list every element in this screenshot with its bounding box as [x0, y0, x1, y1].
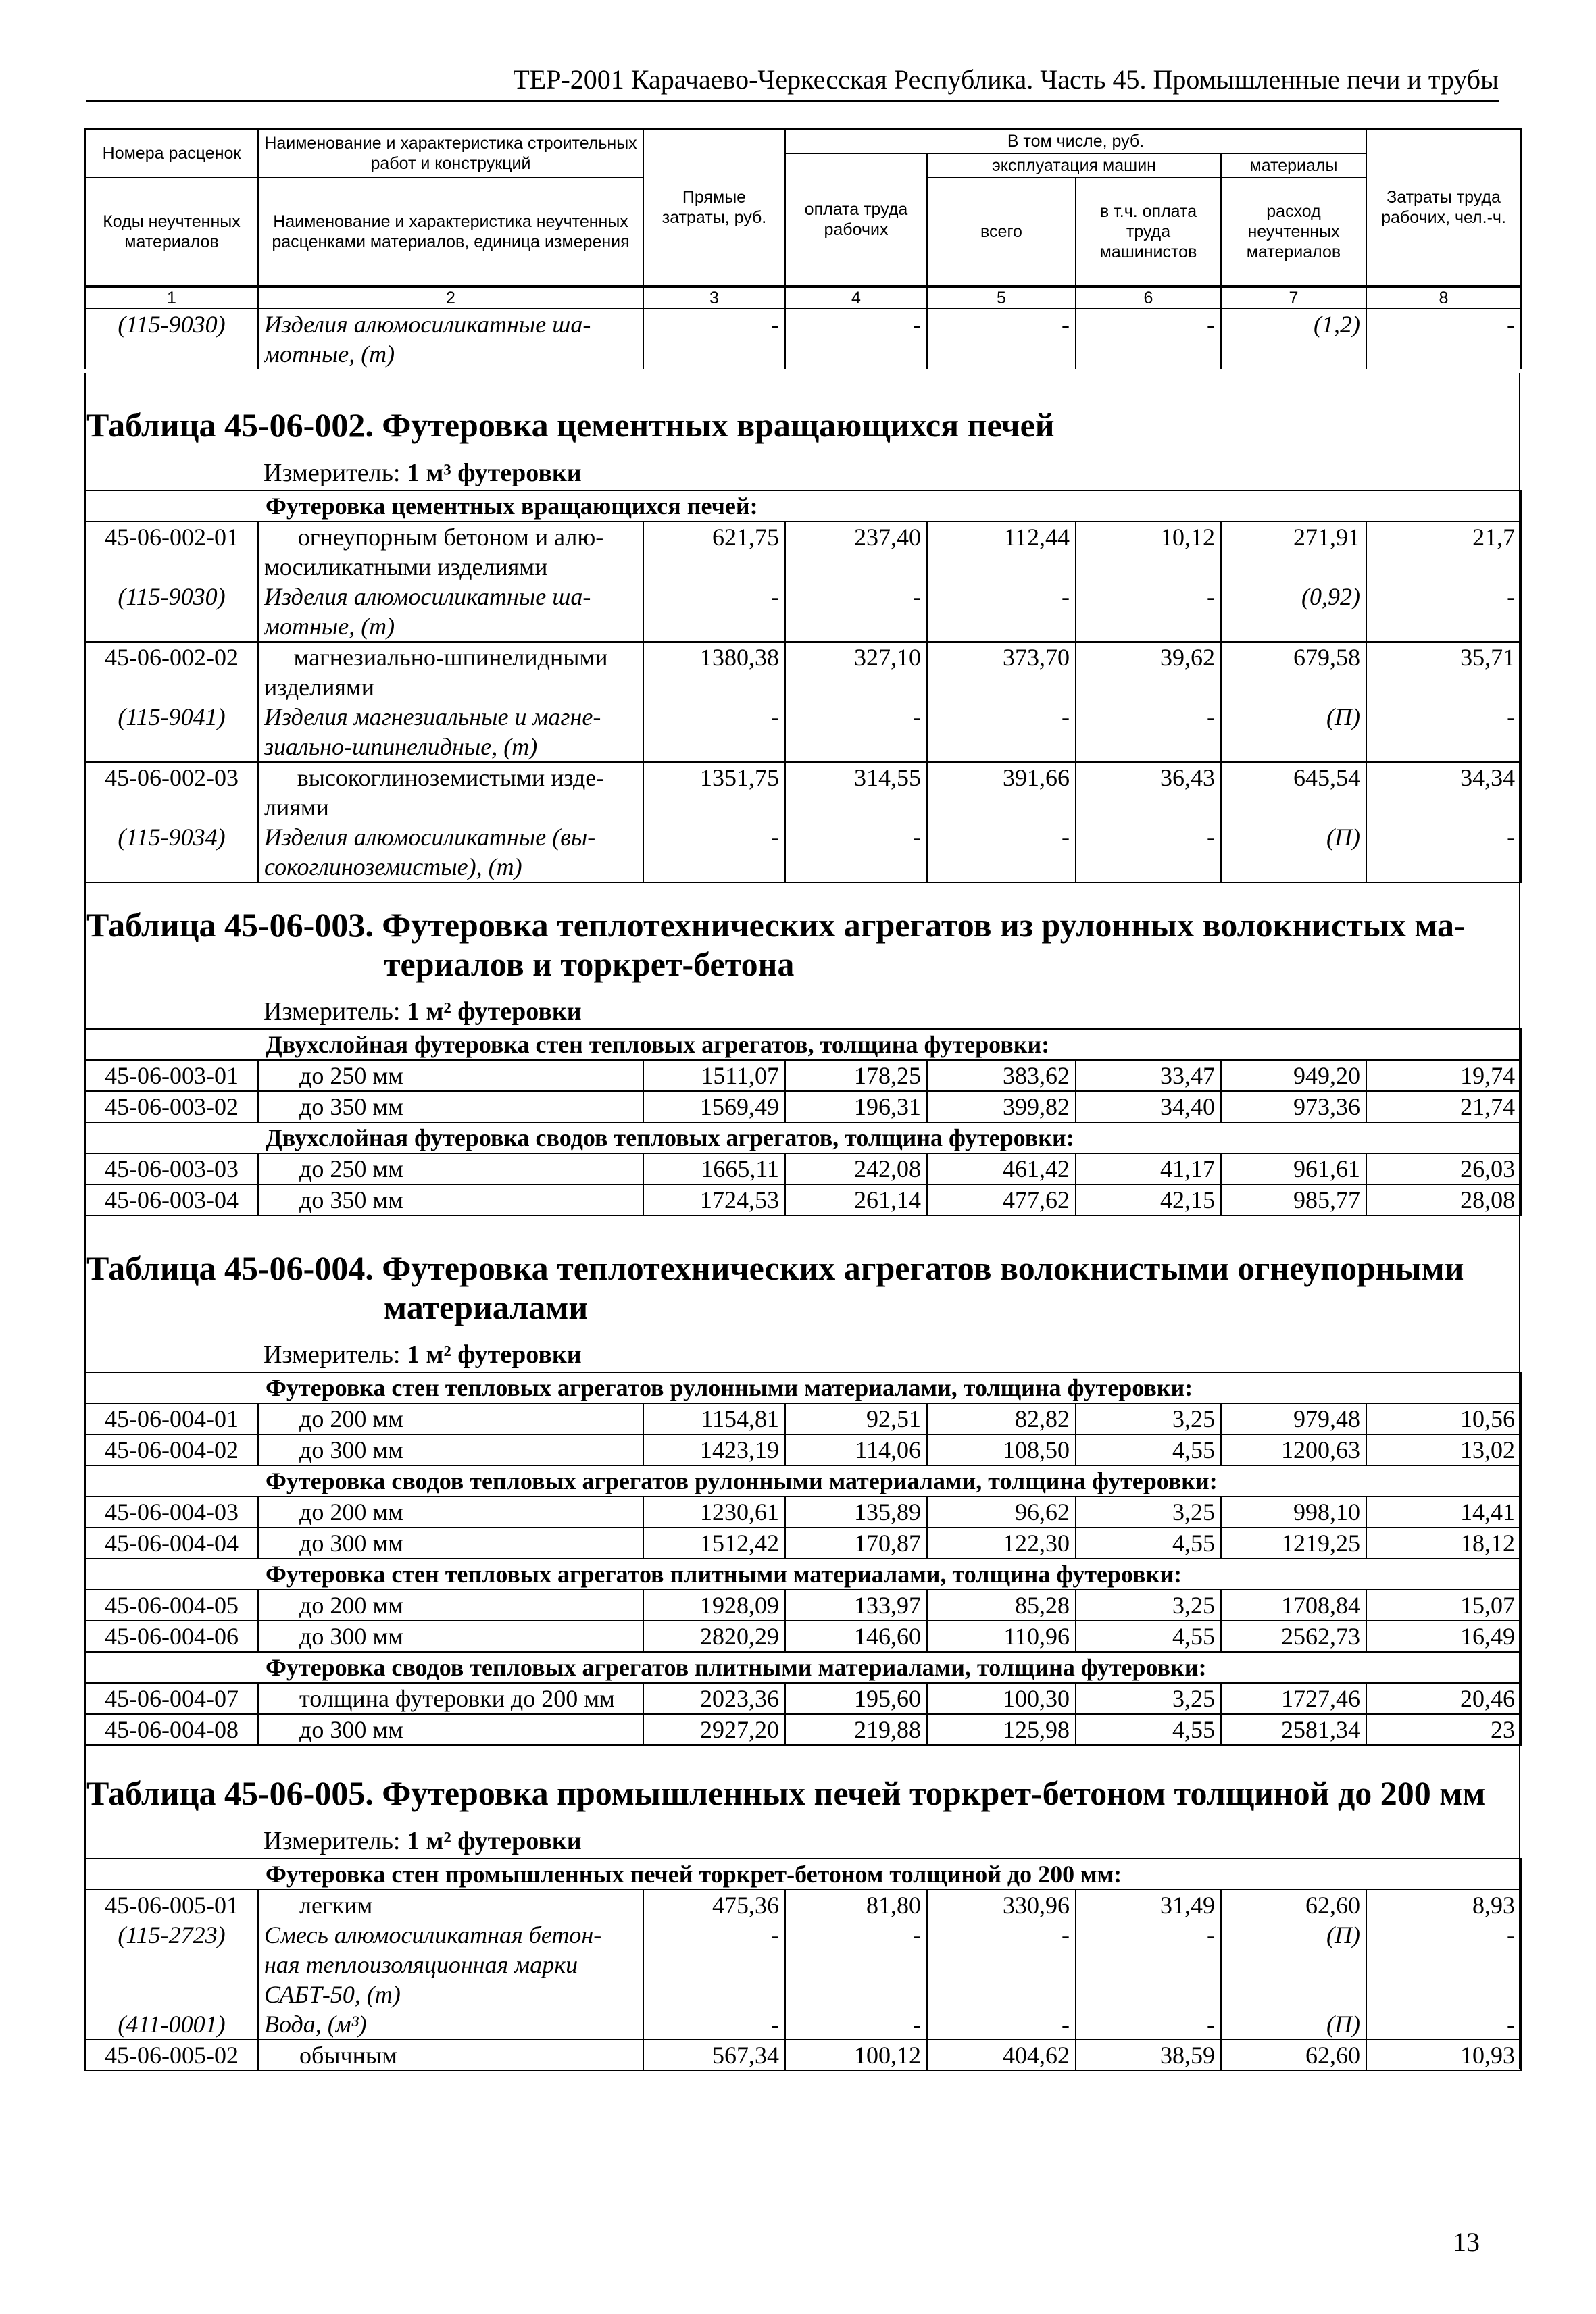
section-heading: Двухслойная футеровка стен тепловых агрегатов, толщина футеровки:: [85, 1029, 1521, 1060]
cell-machine: 112,44: [927, 522, 1076, 582]
rate-code: 45-06-003-02: [85, 1091, 258, 1122]
cell-direct: 2927,20: [643, 1714, 785, 1745]
rate-code: 45-06-004-03: [85, 1496, 258, 1528]
table-row: [85, 522, 1521, 582]
cell-labor: 170,87: [785, 1528, 927, 1559]
cell-hours: 21,7: [1366, 522, 1521, 582]
cell-direct: 1569,49: [643, 1091, 785, 1122]
cell-direct: 1928,09: [643, 1590, 785, 1621]
cell-direct: 2023,36: [643, 1683, 785, 1714]
colnum-4: 4: [785, 287, 927, 309]
cell-operator: -: [1076, 702, 1221, 762]
work-name: до 300 мм: [258, 1528, 643, 1559]
cell-material: (0,92): [1221, 582, 1366, 642]
cell-labor: -: [785, 822, 927, 882]
cell-hours: 26,03: [1366, 1153, 1521, 1184]
cell-hours: -: [1366, 309, 1521, 369]
cell-direct: 1724,53: [643, 1184, 785, 1215]
material-code: (115-9041): [85, 702, 258, 762]
cell-machine: -: [927, 582, 1076, 642]
cell-material: 973,36: [1221, 1091, 1366, 1122]
cell-direct: -: [643, 2009, 785, 2040]
col2-head-b: Наименование и характеристика неучтенных расценками материалов, единица измерения: [258, 178, 643, 286]
cell-machine: 110,96: [927, 1621, 1076, 1652]
col6-head: в т.ч. оплата труда машинистов: [1076, 178, 1221, 286]
cell-labor: -: [785, 2009, 927, 2040]
table-004-title: Таблица 45-06-004. Футеровка теплотехнических агрегатов волокнистыми огнеупорными материалами: [86, 1249, 1464, 1326]
cell-hours: 34,34: [1366, 762, 1521, 822]
cell-machine: 96,62: [927, 1496, 1076, 1528]
cell-labor: 237,40: [785, 522, 927, 582]
cell-material: 271,91: [1221, 522, 1366, 582]
col7-head: расход неучтенных материалов: [1221, 178, 1366, 286]
cell-direct: 475,36: [643, 1890, 785, 1920]
cell-machine: 122,30: [927, 1528, 1076, 1559]
cell-operator: 4,55: [1076, 1714, 1221, 1745]
table-005: [84, 1858, 1520, 2071]
cell-operator: -: [1076, 2009, 1221, 2040]
cell-operator: 3,25: [1076, 1496, 1221, 1528]
table-row: [85, 582, 1521, 642]
table-005-measure: Измеритель: 1 м² футеровки: [264, 1827, 582, 1855]
cell-machine: 391,66: [927, 762, 1076, 822]
rate-code: 45-06-003-04: [85, 1184, 258, 1215]
work-name: до 300 мм: [258, 1434, 643, 1465]
cell-labor: 146,60: [785, 1621, 927, 1652]
cell-hours: -: [1366, 1920, 1521, 2009]
cell-labor: 314,55: [785, 762, 927, 822]
rate-code: 45-06-002-01: [85, 522, 258, 582]
cell-machine: 404,62: [927, 2040, 1076, 2071]
cell-hours: 10,56: [1366, 1403, 1521, 1434]
section-heading: Двухслойная футеровка сводов тепловых агрегатов, толщина футеровки:: [85, 1122, 1521, 1153]
cell-labor: 327,10: [785, 642, 927, 702]
cell-hours: 35,71: [1366, 642, 1521, 702]
rate-code: 45-06-002-02: [85, 642, 258, 702]
cell-labor: -: [785, 702, 927, 762]
cell-operator: 38,59: [1076, 2040, 1221, 2071]
cell-direct: -: [643, 822, 785, 882]
table-004: [84, 1372, 1520, 1746]
cell-labor: 178,25: [785, 1060, 927, 1091]
cell-direct: 1512,42: [643, 1528, 785, 1559]
material-name: Изделия алюмосиликатные (вы- сокоглиноземистые), (т): [258, 822, 643, 882]
machines-head: эксплуатация машин: [927, 153, 1221, 178]
page-number: 13: [1453, 2227, 1480, 2257]
cell-hours: 23: [1366, 1714, 1521, 1745]
cell-material: (П): [1221, 1920, 1366, 2009]
cell-material: (П): [1221, 822, 1366, 882]
cell-operator: 10,12: [1076, 522, 1221, 582]
cell-direct: 1351,75: [643, 762, 785, 822]
cell-hours: 13,02: [1366, 1434, 1521, 1465]
table-row: [85, 1890, 1521, 1920]
cell-machine: 100,30: [927, 1683, 1076, 1714]
rate-code: 45-06-004-05: [85, 1590, 258, 1621]
table-row: [85, 1060, 1521, 1091]
cell-machine: 399,82: [927, 1091, 1076, 1122]
cell-machine: 373,70: [927, 642, 1076, 702]
cell-machine: 477,62: [927, 1184, 1076, 1215]
cell-labor: -: [785, 1920, 927, 2009]
rate-code: 45-06-004-01: [85, 1403, 258, 1434]
work-name: толщина футеровки до 200 мм: [258, 1683, 643, 1714]
cell-hours: 8,93: [1366, 1890, 1521, 1920]
cell-material: 1219,25: [1221, 1528, 1366, 1559]
cell-machine: 108,50: [927, 1434, 1076, 1465]
table-row: [85, 1091, 1521, 1122]
col5-head: всего: [927, 178, 1076, 286]
cell-labor: -: [785, 309, 927, 369]
material-name: Изделия алюмосиликатные ша- мотные, (т): [258, 309, 643, 369]
work-name: магнезиально-шпинелидными изделиями: [258, 642, 643, 702]
col1-head-a: Номера расценок: [85, 129, 258, 178]
rate-code: 45-06-003-01: [85, 1060, 258, 1091]
table-row: [85, 1920, 1521, 2009]
cell-direct: 2820,29: [643, 1621, 785, 1652]
cell-material: 1708,84: [1221, 1590, 1366, 1621]
cell-material: 2581,34: [1221, 1714, 1366, 1745]
cell-hours: 15,07: [1366, 1590, 1521, 1621]
table-005-title: Таблица 45-06-005. Футеровка промышленных печей торкрет-бетоном толщиной до 200 мм: [86, 1774, 1486, 1812]
cell-material: 62,60: [1221, 2040, 1366, 2071]
work-name: до 200 мм: [258, 1590, 643, 1621]
cell-direct: 1665,11: [643, 1153, 785, 1184]
table-row: [85, 1683, 1521, 1714]
cell-machine: -: [927, 822, 1076, 882]
colnum-5: 5: [927, 287, 1076, 309]
cell-operator: 31,49: [1076, 1890, 1221, 1920]
cell-machine: 125,98: [927, 1714, 1076, 1745]
cell-material: (П): [1221, 702, 1366, 762]
cell-operator: -: [1076, 822, 1221, 882]
table-row: [85, 702, 1521, 762]
material-name: Смесь алюмосиликатная бетон- ная теплоизоляционная марки САБТ-50, (т): [258, 1920, 643, 2009]
table-row: [85, 762, 1521, 822]
cell-hours: -: [1366, 702, 1521, 762]
rate-code: 45-06-002-03: [85, 762, 258, 822]
material-code: (411-0001): [85, 2009, 258, 2040]
cell-hours: -: [1366, 822, 1521, 882]
cell-operator: 4,55: [1076, 1434, 1221, 1465]
cell-labor: 81,80: [785, 1890, 927, 1920]
section-heading: Футеровка стен промышленных печей торкрет-бетоном толщиной до 200 мм:: [85, 1859, 1521, 1890]
colnum-3: 3: [643, 287, 785, 309]
cell-material: 985,77: [1221, 1184, 1366, 1215]
cell-machine: 330,96: [927, 1890, 1076, 1920]
material-name: Вода, (м³): [258, 2009, 643, 2040]
rate-code: 45-06-004-07: [85, 1683, 258, 1714]
table-row: [85, 1590, 1521, 1621]
table-row: [85, 1434, 1521, 1465]
cell-operator: 39,62: [1076, 642, 1221, 702]
work-name: до 250 мм: [258, 1060, 643, 1091]
material-name: Изделия магнезиальные и магне- зиально-шпинелидные, (т): [258, 702, 643, 762]
cell-machine: -: [927, 2009, 1076, 2040]
material-code: (115-9030): [85, 582, 258, 642]
work-name: до 200 мм: [258, 1496, 643, 1528]
rate-code: 45-06-005-01: [85, 1890, 258, 1920]
table-row: [85, 1621, 1521, 1652]
work-name: обычным: [258, 2040, 643, 2071]
section-heading: Футеровка стен тепловых агрегатов рулонными материалами, толщина футеровки:: [85, 1372, 1521, 1403]
cell-direct: 1154,81: [643, 1403, 785, 1434]
cell-material: 679,58: [1221, 642, 1366, 702]
cell-material: 979,48: [1221, 1403, 1366, 1434]
cell-operator: -: [1076, 309, 1221, 369]
cell-hours: 14,41: [1366, 1496, 1521, 1528]
cell-labor: 135,89: [785, 1496, 927, 1528]
material-code: (115-9030): [85, 309, 258, 369]
cell-labor: 261,14: [785, 1184, 927, 1215]
cell-operator: 36,43: [1076, 762, 1221, 822]
table-row: [85, 1496, 1521, 1528]
cell-labor: 195,60: [785, 1683, 927, 1714]
cell-machine: -: [927, 702, 1076, 762]
table-002-measure: Измеритель: 1 м³ футеровки: [264, 459, 582, 487]
cell-material: (П): [1221, 2009, 1366, 2040]
table-row: [85, 1184, 1521, 1215]
cell-material: 1727,46: [1221, 1683, 1366, 1714]
col4-head: оплата труда рабочих: [785, 153, 927, 286]
material-code: (115-9034): [85, 822, 258, 882]
cell-machine: -: [927, 1920, 1076, 2009]
cell-hours: 18,12: [1366, 1528, 1521, 1559]
cell-hours: 21,74: [1366, 1091, 1521, 1122]
cell-operator: 42,15: [1076, 1184, 1221, 1215]
cell-direct: -: [643, 702, 785, 762]
cell-labor: 196,31: [785, 1091, 927, 1122]
cell-operator: 33,47: [1076, 1060, 1221, 1091]
cell-machine: 82,82: [927, 1403, 1076, 1434]
cell-machine: -: [927, 309, 1076, 369]
table-003-measure: Измеритель: 1 м² футеровки: [264, 997, 582, 1026]
cell-operator: 41,17: [1076, 1153, 1221, 1184]
cell-material: 961,61: [1221, 1153, 1366, 1184]
cell-labor: 100,12: [785, 2040, 927, 2071]
colnum-7: 7: [1221, 287, 1366, 309]
cell-direct: -: [643, 582, 785, 642]
colnum-8: 8: [1366, 287, 1521, 309]
table-row: [85, 822, 1521, 882]
section-heading: Футеровка цементных вращающихся печей:: [85, 491, 1521, 522]
section-heading: Футеровка стен тепловых агрегатов плитными материалами, толщина футеровки:: [85, 1559, 1521, 1590]
cell-direct: 1380,38: [643, 642, 785, 702]
cell-material: (1,2): [1221, 309, 1366, 369]
cell-labor: 114,06: [785, 1434, 927, 1465]
work-name: до 300 мм: [258, 1621, 643, 1652]
cell-operator: 3,25: [1076, 1403, 1221, 1434]
rate-code: 45-06-004-08: [85, 1714, 258, 1745]
cell-labor: -: [785, 582, 927, 642]
cell-material: 998,10: [1221, 1496, 1366, 1528]
cell-material: 62,60: [1221, 1890, 1366, 1920]
rate-code: 45-06-004-04: [85, 1528, 258, 1559]
table-row: [85, 642, 1521, 702]
cell-operator: -: [1076, 582, 1221, 642]
cell-labor: 133,97: [785, 1590, 927, 1621]
cell-operator: 4,55: [1076, 1621, 1221, 1652]
cell-hours: 28,08: [1366, 1184, 1521, 1215]
cell-direct: -: [643, 309, 785, 369]
cell-hours: 10,93: [1366, 2040, 1521, 2071]
work-name: до 300 мм: [258, 1714, 643, 1745]
cell-hours: -: [1366, 582, 1521, 642]
cell-operator: 3,25: [1076, 1683, 1221, 1714]
cell-material: 645,54: [1221, 762, 1366, 822]
cell-hours: 20,46: [1366, 1683, 1521, 1714]
section-heading: Футеровка сводов тепловых агрегатов рулонными материалами, толщина футеровки:: [85, 1465, 1521, 1496]
cell-hours: -: [1366, 2009, 1521, 2040]
table-003: [84, 1028, 1520, 1216]
material-code: (115-2723): [85, 1920, 258, 2009]
cell-hours: 16,49: [1366, 1621, 1521, 1652]
cell-operator: 3,25: [1076, 1590, 1221, 1621]
cell-operator: 34,40: [1076, 1091, 1221, 1122]
cell-material: 1200,63: [1221, 1434, 1366, 1465]
work-name: до 200 мм: [258, 1403, 643, 1434]
cell-labor: 242,08: [785, 1153, 927, 1184]
cell-machine: 383,62: [927, 1060, 1076, 1091]
cell-machine: 461,42: [927, 1153, 1076, 1184]
incl-head: В том числе, руб.: [785, 129, 1366, 153]
cell-machine: 85,28: [927, 1590, 1076, 1621]
material-name: Изделия алюмосиликатные ша- мотные, (т): [258, 582, 643, 642]
table-row: [85, 309, 1521, 369]
cell-operator: -: [1076, 1920, 1221, 2009]
table-002: [84, 490, 1520, 883]
cell-direct: 621,75: [643, 522, 785, 582]
colnum-2: 2: [258, 287, 643, 309]
rate-code: 45-06-003-03: [85, 1153, 258, 1184]
cell-direct: 1230,61: [643, 1496, 785, 1528]
work-name: высокоглиноземистыми изде- лиями: [258, 762, 643, 822]
rate-code: 45-06-004-02: [85, 1434, 258, 1465]
col1-head-b: Коды неучтенных материалов: [85, 178, 258, 286]
col3-head: Прямые затраты, руб.: [643, 129, 785, 286]
table-002-title: Таблица 45-06-002. Футеровка цементных вращающихся печей: [86, 406, 1055, 444]
cell-hours: 19,74: [1366, 1060, 1521, 1091]
table-004-measure: Измеритель: 1 м² футеровки: [264, 1340, 582, 1369]
work-name: легким: [258, 1890, 643, 1920]
rate-code: 45-06-005-02: [85, 2040, 258, 2071]
section-heading: Футеровка сводов тепловых агрегатов плитными материалами, толщина футеровки:: [85, 1652, 1521, 1683]
col2-head-a: Наименование и характеристика строительных работ и конструкций: [258, 129, 643, 178]
materials-head: материалы: [1221, 153, 1366, 178]
cell-material: 949,20: [1221, 1060, 1366, 1091]
table-row: [85, 1714, 1521, 1745]
table-row: [85, 1153, 1521, 1184]
work-name: огнеупорным бетоном и алю- мосиликатными изделиями: [258, 522, 643, 582]
work-name: до 250 мм: [258, 1153, 643, 1184]
cell-material: 2562,73: [1221, 1621, 1366, 1652]
col8-head: Затраты труда рабочих, чел.-ч.: [1366, 129, 1521, 286]
cell-labor: 219,88: [785, 1714, 927, 1745]
table-003-title: Таблица 45-06-003. Футеровка теплотехнических агрегатов из рулонных волокнистых ма- териалов и торкрет-бетона: [86, 906, 1466, 983]
table-row: [85, 1528, 1521, 1559]
cell-direct: 1511,07: [643, 1060, 785, 1091]
cell-direct: 1423,19: [643, 1434, 785, 1465]
rate-code: 45-06-004-06: [85, 1621, 258, 1652]
table-row: [85, 2040, 1521, 2071]
column-header-table: [84, 128, 1520, 369]
colnum-6: 6: [1076, 287, 1221, 309]
work-name: до 350 мм: [258, 1184, 643, 1215]
running-header: ТЕР-2001 Карачаево-Черкесская Республика. Часть 45. Промышленные печи и трубы: [86, 62, 1499, 102]
table-row: [85, 2009, 1521, 2040]
cell-operator: 4,55: [1076, 1528, 1221, 1559]
table-row: [85, 1403, 1521, 1434]
work-name: до 350 мм: [258, 1091, 643, 1122]
cell-direct: 567,34: [643, 2040, 785, 2071]
colnum-1: 1: [85, 287, 258, 309]
cell-direct: -: [643, 1920, 785, 2009]
cell-labor: 92,51: [785, 1403, 927, 1434]
